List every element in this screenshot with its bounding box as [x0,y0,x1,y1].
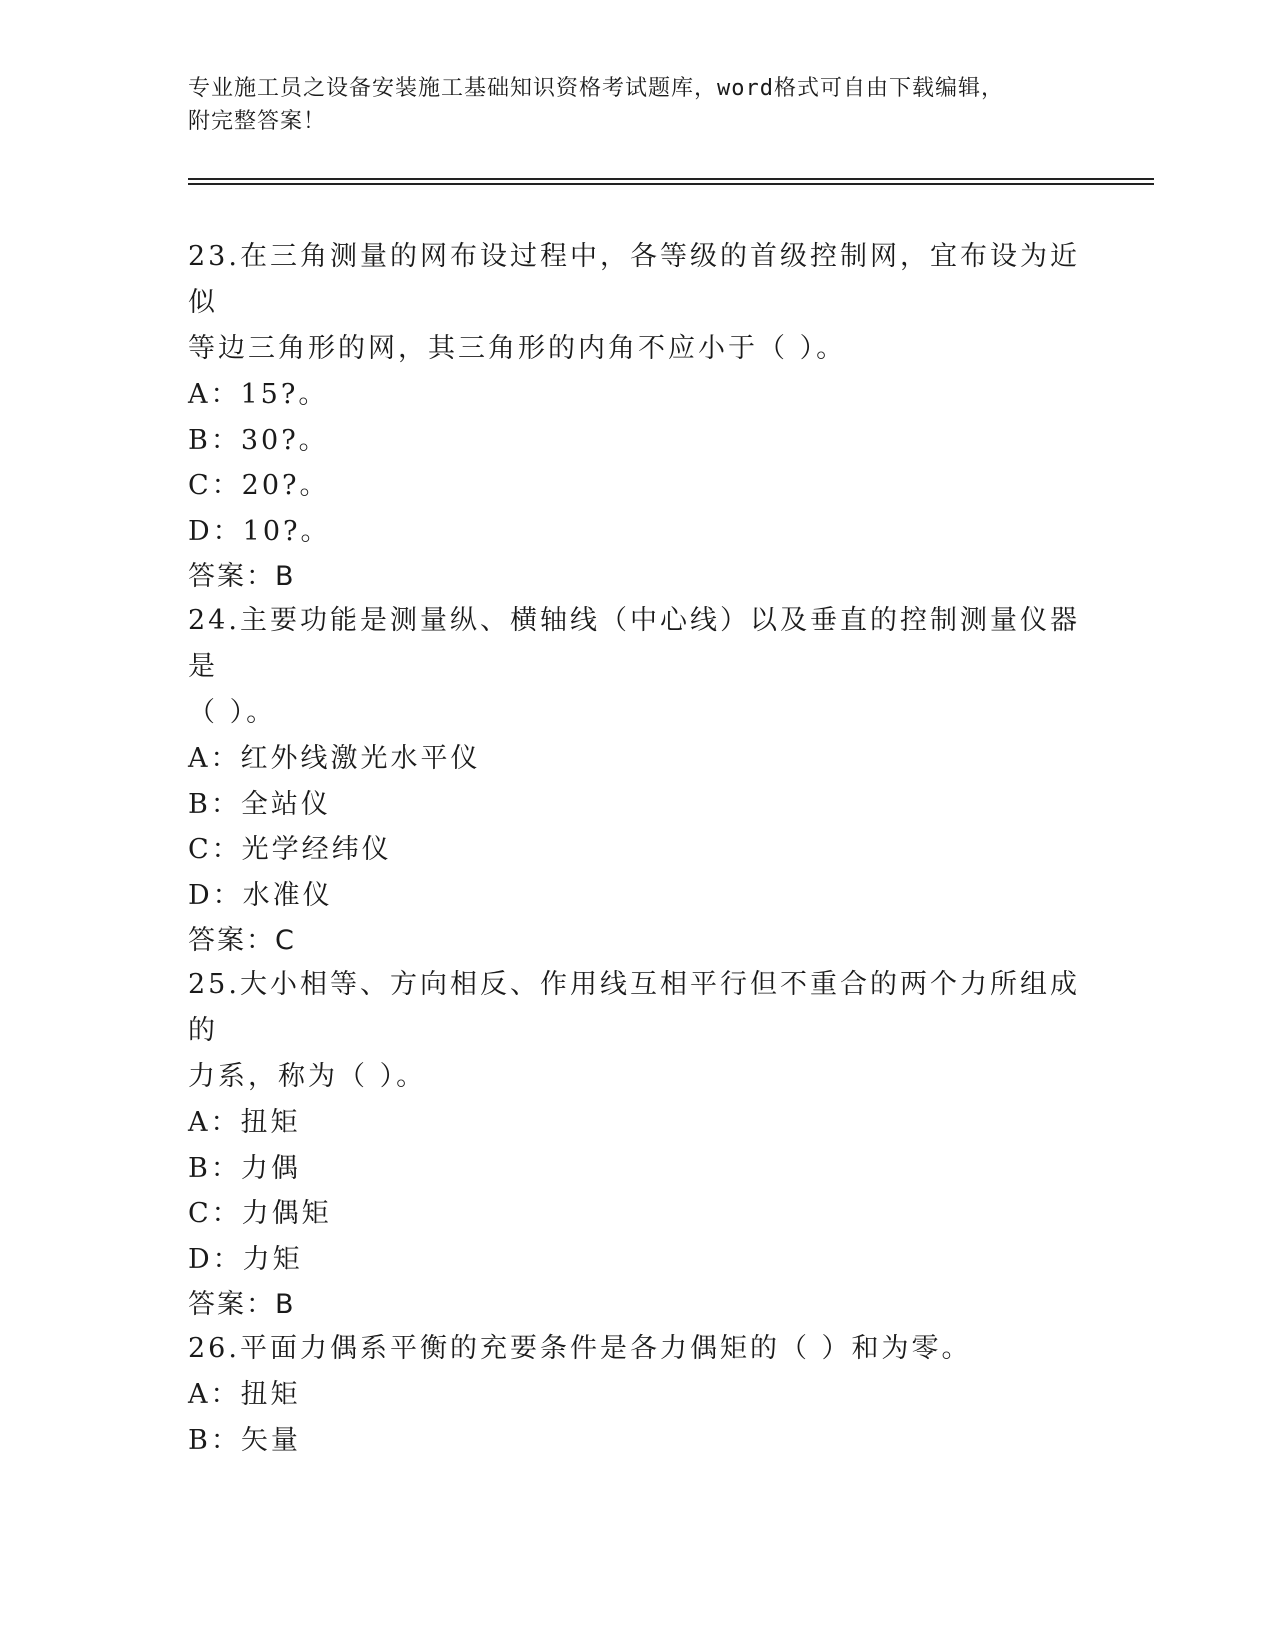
option-a: A：15?。 [188,379,329,410]
question-stem: 24.主要功能是测量纵、横轴线（中心线）以及垂直的控制测量仪器是 [188,605,1080,682]
header-line-1: 专业施工员之设备安装施工基础知识资格考试题库，word格式可自由下载编辑， [188,76,1004,101]
header-line-2: 附完整答案！ [188,109,327,134]
option-a: A：扭矩 [188,1107,301,1138]
question-24 [188,598,1088,964]
question-stem: 23.在三角测量的网布设过程中，各等级的首级控制网，宜布设为近似 [188,241,1080,318]
option-b: B：30?。 [188,424,329,456]
option-c: C：力偶矩 [188,1198,332,1229]
option-c: C：20?。 [188,470,330,501]
answer: 答案：B [188,561,296,592]
question-stem: 25.大小相等、方向相反、作用线互相平行但不重合的两个力所组成的 [188,969,1080,1046]
option-a: A：红外线激光水平仪 [188,743,481,774]
question-stem-continued: 力系，称为（ ）。 [188,1061,427,1092]
question-stem: 26.平面力偶系平衡的充要条件是各力偶矩的（ ）和为零。 [188,1333,972,1364]
answer: 答案：C [188,925,296,956]
question-stem-continued: （ ）。 [188,697,277,728]
question-25 [188,962,1088,1328]
header-divider-bottom [188,183,1154,185]
question-26 [188,1326,1088,1463]
option-b: B：力偶 [188,1152,301,1184]
question-23 [188,234,1088,600]
option-c: C：光学经纬仪 [188,834,392,865]
option-d: D：力矩 [188,1243,303,1275]
answer: 答案：B [188,1289,296,1320]
option-d: D：水准仪 [188,879,333,911]
option-b: B：全站仪 [188,788,331,820]
question-stem-continued: 等边三角形的网，其三角形的内角不应小于（ ）。 [188,333,847,364]
option-b: B：矢量 [188,1424,301,1456]
header-divider-top [188,178,1154,180]
option-d: D：10?。 [188,515,331,547]
document-header [188,72,1068,138]
option-a: A：扭矩 [188,1379,301,1410]
